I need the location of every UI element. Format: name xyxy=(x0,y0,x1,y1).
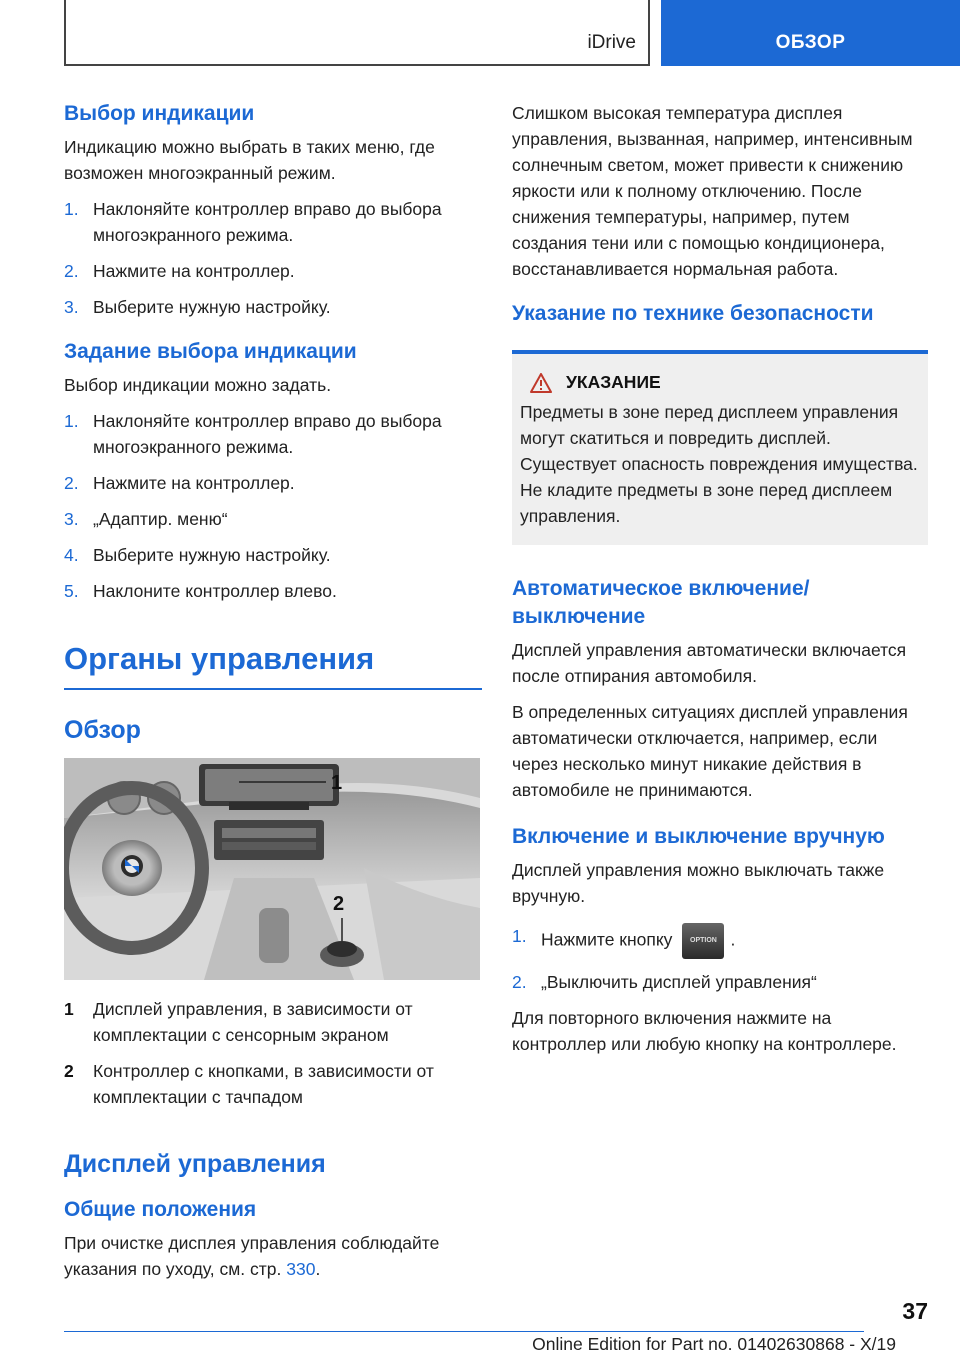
paragraph: В определенных ситуациях дисплей управления автоматически отключается, например, если через несколько минут никакие действия в автомобиле не принимаются. xyxy=(512,702,908,800)
step-number: 2. xyxy=(512,972,527,992)
step-text: Нажмите на контроллер. xyxy=(93,473,295,493)
heading-general: Общие положения xyxy=(64,1198,257,1221)
list-item xyxy=(64,408,482,460)
warning-title xyxy=(520,372,920,393)
cockpit-illustration xyxy=(64,758,480,980)
list-item xyxy=(64,996,482,1048)
figure-legend xyxy=(64,996,482,1110)
step-text: Нажмите на контроллер. xyxy=(93,261,295,281)
paragraph: Для повторного включения нажмите на контроллер или любую кнопку на контроллере. xyxy=(512,1008,897,1054)
steps-list xyxy=(64,408,482,604)
section-label: iDrive xyxy=(587,32,636,53)
step-text: Наклоняйте контроллер вправо до выбора многоэкранного режима. xyxy=(93,199,442,245)
heading-manual-on-off: Включение и выключение вручную xyxy=(512,825,885,848)
general-text: При очистке дисплея управления соблюдайте указания по уходу, см. стр. xyxy=(64,1233,440,1279)
step-text: Наклоните контроллер влево. xyxy=(93,581,337,601)
step-text: „Выключить дисплей управления“ xyxy=(541,972,817,992)
step-text: Выберите нужную настройку. xyxy=(93,545,331,565)
step-number: 3. xyxy=(64,297,79,317)
step-number: 1. xyxy=(64,411,79,431)
footer-divider xyxy=(64,1331,864,1332)
warning-box xyxy=(512,350,928,545)
left-column xyxy=(64,100,482,1292)
warning-triangle-icon xyxy=(530,373,552,393)
paragraph xyxy=(64,1230,482,1282)
footer-edition: Online Edition for Part no. 01402630868 - X/19 xyxy=(532,1334,896,1354)
step-text: Выберите нужную настройку. xyxy=(93,297,331,317)
heading-set-display: Задание выбора индикации xyxy=(64,340,357,363)
step-number: 1. xyxy=(512,926,527,946)
step-text: Нажмите кнопку xyxy=(541,929,673,950)
warning-label: УКАЗАНИЕ xyxy=(566,372,661,392)
page-reference-link[interactable]: 330 xyxy=(286,1259,316,1279)
paragraph: Индикацию можно выбрать в таких меню, где возможен многоэкранный режим. xyxy=(64,137,435,183)
list-item xyxy=(64,1058,482,1110)
step-end: . xyxy=(730,929,736,950)
chapter-title-controls: Органы управления xyxy=(64,640,482,690)
step-text: „Адаптир. меню“ xyxy=(93,509,228,529)
warning-text: Предметы в зоне перед дисплеем управления могут скатиться и повредить дисплей. Существует опасность повреждения имущества. Не кладите предметы в зоне перед дисплеем управления. xyxy=(520,402,918,526)
legend-text: Дисплей управления, в зависимости от комплектации с сенсорным экраном xyxy=(93,999,413,1045)
paragraph: Выбор индикации можно задать. xyxy=(64,375,332,395)
header-section-title xyxy=(64,0,650,66)
heading-overview: Обзор xyxy=(64,716,141,744)
paragraph: Дисплей управления можно выключать также вручную. xyxy=(512,860,885,906)
page-number: 37 xyxy=(902,1298,928,1324)
step-number: 1. xyxy=(64,199,79,219)
list-item xyxy=(64,258,482,284)
legend-text: Контроллер с кнопками, в зависимости от комплектации с тачпадом xyxy=(93,1061,434,1107)
steps-list xyxy=(64,196,482,320)
step-number: 5. xyxy=(64,581,79,601)
general-end: . xyxy=(315,1259,321,1279)
list-item xyxy=(64,470,482,496)
step-number: 2. xyxy=(64,473,79,493)
heading-select-display: Выбор индикации xyxy=(64,102,255,125)
steps-list xyxy=(512,923,928,995)
list-item xyxy=(64,196,482,248)
list-item xyxy=(64,578,482,604)
list-item xyxy=(64,294,482,320)
chapter-label: ОБЗОР xyxy=(775,32,846,53)
legend-number: 2 xyxy=(64,1061,74,1081)
paragraph: Дисплей управления автоматически включается после отпирания автомобиля. xyxy=(512,640,907,686)
heading-safety: Указание по технике безопасности xyxy=(512,302,874,325)
callout-2: 2 xyxy=(333,893,345,915)
step-number: 4. xyxy=(64,545,79,565)
step-number: 2. xyxy=(64,261,79,281)
cockpit-drawing xyxy=(64,758,480,980)
step-text: Наклоняйте контроллер вправо до выбора многоэкранного режима. xyxy=(93,411,442,457)
paragraph: Слишком высокая температура дисплея управления, вызванная, например, интенсивным солнечным светом, может привести к снижению яркости или к полному отключению. После снижения температуры, например, путем создания тени или с помощью кондиционера, восстанавливается нормальная работа. xyxy=(512,103,913,279)
callout-1: 1 xyxy=(331,772,343,794)
right-column xyxy=(512,100,928,1067)
heading-auto-on-off: Автоматическое включение/выключение xyxy=(512,577,810,628)
option-button-icon: OPTION xyxy=(682,923,724,959)
list-item xyxy=(64,506,482,532)
header-chapter-tab[interactable] xyxy=(661,0,960,66)
list-item xyxy=(64,542,482,568)
heading-control-display: Дисплей управления xyxy=(64,1150,326,1178)
step-number: 3. xyxy=(64,509,79,529)
list-item xyxy=(512,969,928,995)
list-item xyxy=(512,923,928,959)
legend-number: 1 xyxy=(64,999,74,1019)
